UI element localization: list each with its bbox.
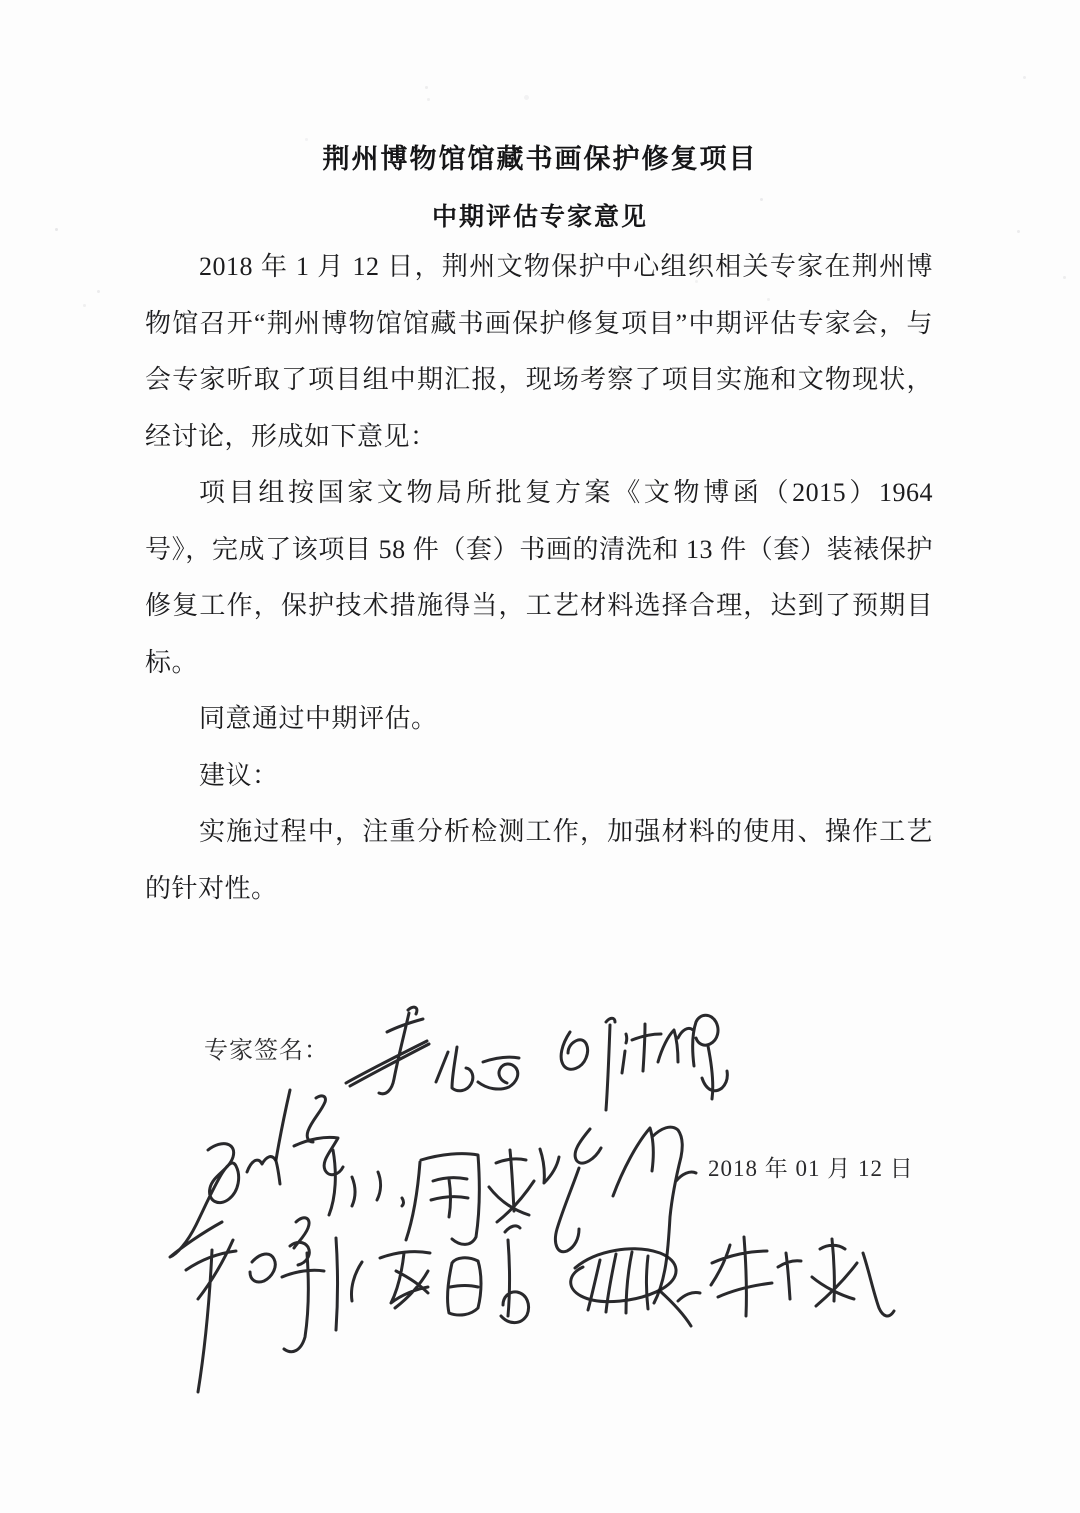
signature-row2-first <box>170 1096 404 1257</box>
document-date: 2018 年 01 月 12 日 <box>708 1156 914 1181</box>
signature-row3-third <box>571 1249 700 1326</box>
signature-row3-second <box>351 1226 528 1323</box>
document-body <box>145 239 933 917</box>
signature-row3-first <box>186 1218 338 1392</box>
document-subtitle: 中期评估专家意见 <box>431 203 648 231</box>
expert-signature-label: 专家签名： <box>204 1038 329 1064</box>
signature-row1-first <box>346 1007 519 1094</box>
signature-row2-third <box>555 1127 696 1303</box>
paragraph-suggestion-body: 实施过程中，注重分析检测工作，加强材料的使用、操作工艺的针对性。 <box>145 817 933 903</box>
paragraph-approval: 同意通过中期评估。 <box>199 704 438 733</box>
document-title: 荆州博物馆馆藏书画保护修复项目 <box>322 144 758 174</box>
signature-row1-second <box>561 1015 727 1110</box>
signature-row2-second <box>406 1149 559 1244</box>
paragraph-meeting-intro: 2018 年 1 月 12 日，荆州文物保护中心组织相关专家在荆州博物馆召开“荆州博物馆馆藏书画保护修复项目”中期评估专家会，与会专家听取了项目组中期汇报，现场考察了项目实施和文物现状，经讨论，形成如下意见： <box>145 252 933 451</box>
paragraph-suggestion-heading: 建议： <box>199 760 279 790</box>
signature-row3-fourth <box>711 1237 894 1316</box>
paragraph-project-progress: 项目组按国家文物局所批复方案《文物博函（2015）1964 号》，完成了该项目 58 件（套）书画的清洗和 13 件（套）装裱保护修复工作，保护技术措施得当，工艺材料选择合理，达到了预期目标。 <box>145 478 933 677</box>
signature-flourish-stroke <box>276 1090 290 1160</box>
